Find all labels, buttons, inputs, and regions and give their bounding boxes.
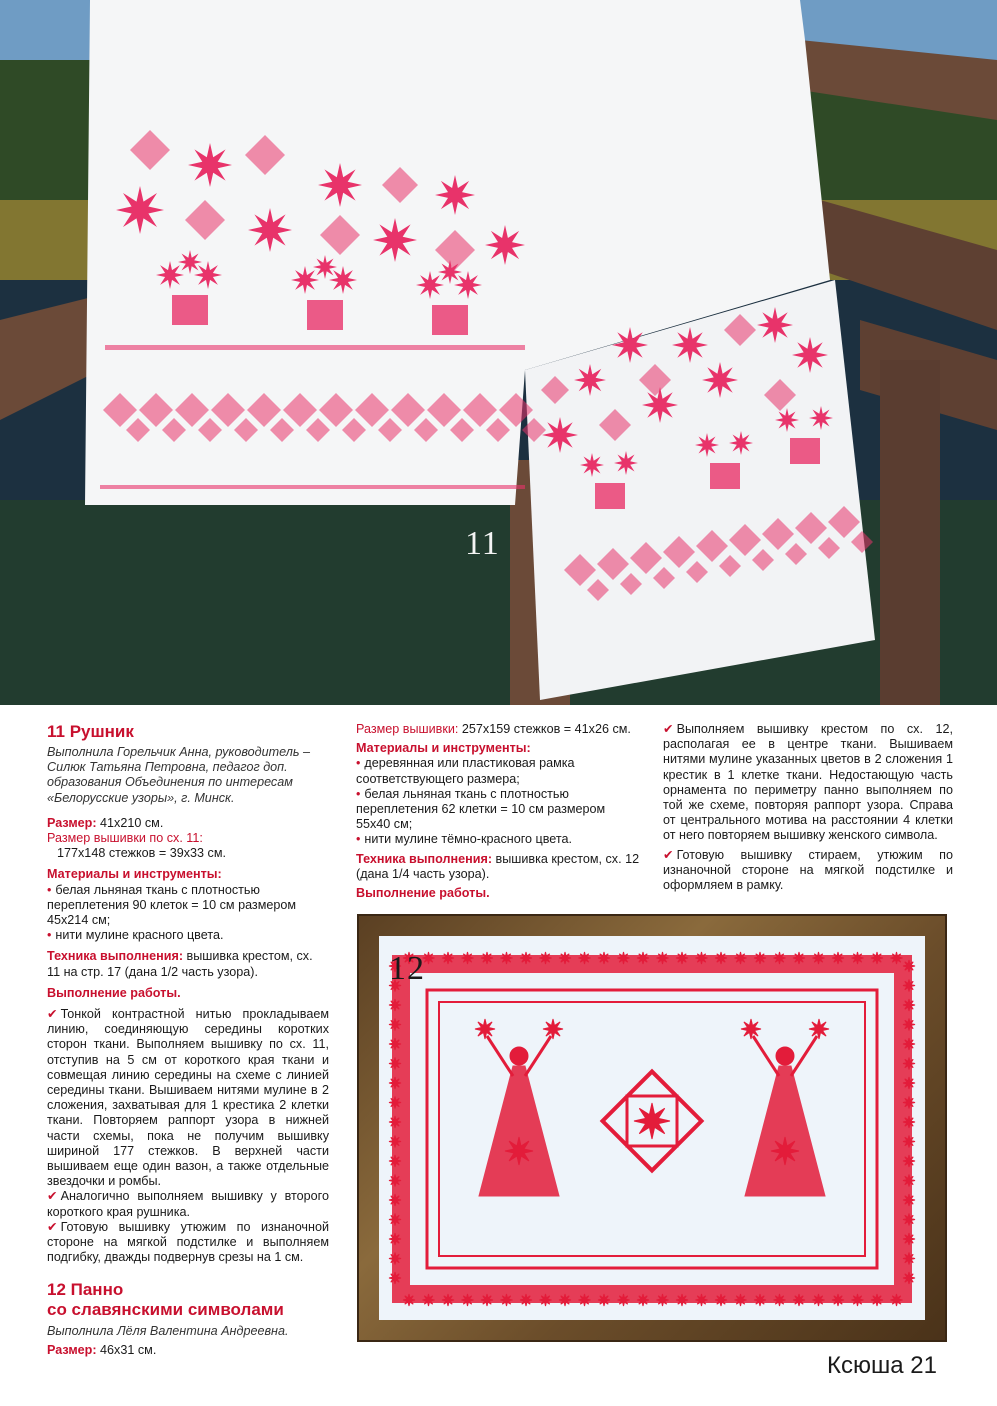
section-11-step: ✔ Аналогично выполняем вышивку у второго короткого края рушника. — [47, 1189, 329, 1219]
section-11-emb-size-value: 177x148 стежков = 39x33 см. — [57, 846, 226, 861]
panel-canvas — [379, 936, 925, 1320]
section-11-technique — [47, 949, 329, 979]
size-label: Размер: — [47, 1342, 97, 1357]
section-12-material-item: • белая льняная ткань с плотностью переплетения 62 клетки = 10 см размером 55x40 см; — [356, 787, 640, 833]
section-11-material-item: • нити мулине красного цвета. — [47, 928, 329, 943]
section-12-technique — [356, 852, 640, 882]
section-12-work-label: Выполнение работы. — [356, 886, 490, 901]
checkmark-icon: ✔ — [663, 722, 674, 736]
section-12-column-a — [356, 722, 640, 901]
section-11-author: Выполнила Горельчик Анна, руководитель – Силюк Татьяна Петровна, педагог доп. образования Объединения по интересам «Белорусские узоры», г. Минск. — [47, 745, 310, 805]
framed-panel-photo — [357, 914, 947, 1342]
size-value: 46x31 см. — [96, 1342, 157, 1357]
section-11-step: ✔ Готовую вышивку утюжим по изнаночной стороне на мягкой подстилке и выполняем подгибку, дважды подвернув срезы на 1 см. — [47, 1219, 329, 1265]
technique-value: вышивка крестом, сх. 12 (дана 1/4 часть узора). — [356, 851, 640, 881]
section-11-materials-label: Материалы и инструменты: — [47, 867, 222, 882]
section-12-emb-size — [356, 722, 640, 737]
emb-size-value: 257x159 стежков = 41x26 см. — [458, 722, 631, 736]
size-value: 41x210 см. — [96, 815, 164, 830]
technique-value: вышивка крестом, сх. 11 на стр. 17 (дана 1/2 часть узора). — [47, 949, 313, 979]
emb-size-label: Размер вышивки: — [356, 722, 459, 736]
figure-11-number: 11 — [465, 525, 500, 562]
page-footer: Ксюша 21 — [827, 1352, 937, 1379]
figure-12-number: 12 — [389, 950, 425, 987]
section-12-material-item: • деревянная или пластиковая рамка соответствующего размера; — [356, 756, 640, 786]
size-label: Размер: — [47, 815, 97, 830]
checkmark-icon: ✔ — [47, 1007, 58, 1022]
panel-embroidery — [379, 936, 925, 1320]
section-12-step: ✔ Выполняем вышивку крестом по сх. 12, располагая ее в центре ткани. Вышиваем нитями мулине указанных цветов в 2 сложения 1 крестик в 1 клетке ткани. Недостающую часть орнамента по периметру панно выполняем по той же схеме, повторяя раппорт узора. Справа от центрального мотива на расстоянии 4 клетки от него повторяем вышивку женского символа. — [663, 722, 953, 843]
section-11-work-label: Выполнение работы. — [47, 985, 181, 1000]
section-11-step: ✔ Тонкой контрастной нитью прокладываем линию, соединяющую середины коротких сторон ткани. Выполняем вышивку по сх. 11, отступив на 5 см от короткого края ткани и совмещая линию середины на схеме с линией середины ткани. Вышиваем нитями мулине в 2 сложения, захватывая для 1 крестика 2 клетки ткани. Повторяем раппорт узора в нижней части схемы, пока не получим вышивку шириной 177 стежков. В верхней части вышиваем еще один вазон, а также отдельные звездочки и ромбы. — [47, 1007, 329, 1189]
checkmark-icon: ✔ — [663, 847, 674, 862]
section-11-material-item: • белая льняная ткань с плотностью переплетения 90 клеток = 10 см размером 45x214 см; — [47, 883, 329, 929]
section-12-step: ✔ Готовую вышивку стираем, утюжим по изнаночной стороне на мягкой подстилке и оформляем в рамку. — [663, 847, 953, 893]
technique-label: Техника выполнения: — [47, 949, 184, 964]
section-11-column — [47, 722, 329, 1358]
section-12-title-line1: 12 Панно — [47, 1279, 124, 1299]
section-11-size — [47, 816, 329, 831]
section-12-column-b — [663, 722, 953, 893]
section-12-size — [47, 1343, 329, 1358]
checkmark-icon: ✔ — [47, 1189, 58, 1204]
section-11-title: 11 Рушник — [47, 722, 134, 741]
section-12-author: Выполнила Лёля Валентина Андреевна. — [47, 1323, 289, 1338]
section-11-emb-size-label: Размер вышивки по сх. 11: — [47, 831, 203, 846]
section-12-material-item: • нити мулине тёмно-красного цвета. — [356, 832, 640, 847]
section-12-materials-label: Материалы и инструменты: — [356, 741, 531, 756]
technique-label: Техника выполнения: — [356, 851, 493, 866]
checkmark-icon: ✔ — [47, 1219, 58, 1234]
section-12-title-line2: со славянскими символами — [47, 1299, 284, 1319]
